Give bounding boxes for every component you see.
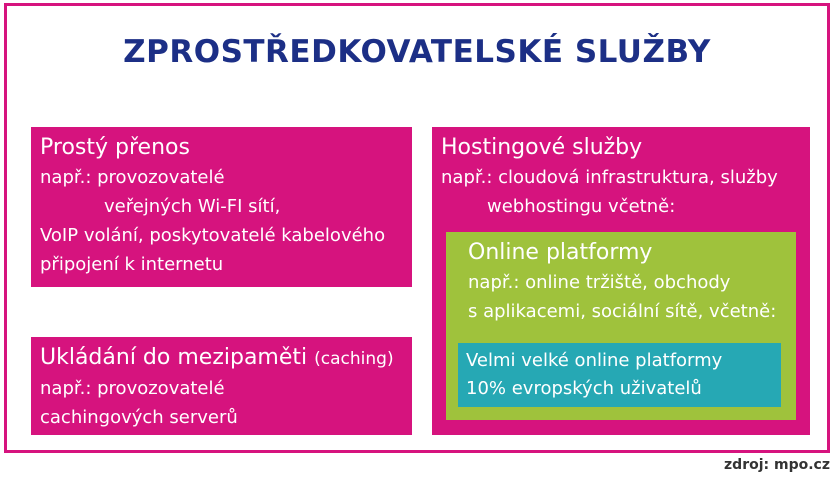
simple-transfer-line: připojení k internetu	[40, 254, 224, 275]
online-platforms-line: např.: online tržiště, obchody	[468, 272, 731, 293]
simple-transfer-line: např.: provozovatelé	[40, 167, 225, 188]
caching-line: např.: provozovatelé	[40, 378, 225, 399]
hosting-heading: Hostingové služby	[441, 135, 643, 160]
hosting-line: webhostingu včetně:	[487, 196, 676, 217]
online-platforms-heading: Online platformy	[468, 240, 653, 265]
very-large-platforms-line: 10% evropských uživatelů	[466, 378, 702, 399]
very-large-platforms-line: Velmi velké online platformy	[466, 350, 723, 371]
simple-transfer-box	[31, 127, 412, 287]
caching-box	[31, 337, 412, 435]
simple-transfer-line: VoIP volání, poskytovatelé kabelového	[40, 225, 386, 246]
very-large-platforms-box	[458, 343, 781, 407]
caching-heading	[40, 343, 412, 374]
page-title: ZPROSTŘEDKOVATELSKÉ SLUŽBY	[123, 34, 711, 70]
source-credit: zdroj: mpo.cz	[724, 457, 830, 473]
caching-heading-suffix: (caching)	[314, 349, 394, 369]
hosting-line: např.: cloudová infrastruktura, služby	[441, 167, 778, 188]
caching-heading-main: Ukládání do mezipaměti	[40, 345, 308, 370]
caching-line: cachingových serverů	[40, 407, 238, 428]
simple-transfer-line: veřejných Wi-FI sítí,	[104, 196, 281, 217]
simple-transfer-heading: Prostý přenos	[40, 135, 190, 160]
online-platforms-line: s aplikacemi, sociální sítě, včetně:	[468, 301, 777, 322]
